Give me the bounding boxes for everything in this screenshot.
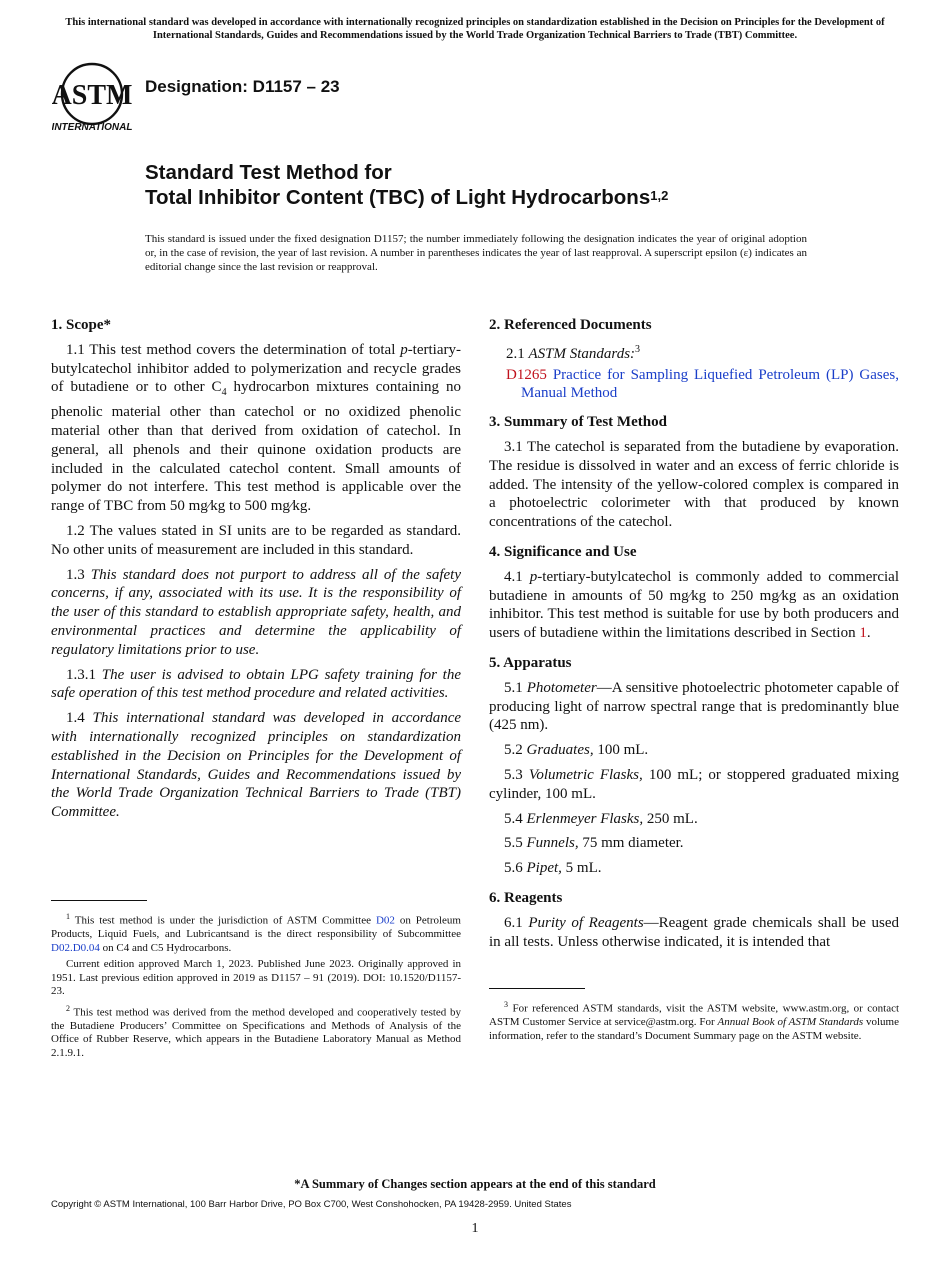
section-1-link[interactable]: 1: [859, 625, 867, 642]
summary-heading: 3. Summary of Test Method: [489, 414, 667, 431]
para-5-5: 5.5 Funnels, 75 mm diameter.: [504, 835, 684, 852]
document-title: [145, 160, 668, 210]
page-number: 1: [471, 1221, 479, 1236]
ref-code: D1265: [506, 366, 547, 383]
issued-note: This standard is issued under the fixed designation D1157; the number immediately following the designation indicates the year of original adoption or, in the case of revision, the year of last revision. A number in parentheses indicates the year of last reapproval. A superscript epsilon (ε) indicates an editorial change since the last revision or reapproval.: [145, 233, 807, 273]
para-3-1: 3.1 The catechol is separated from the butadiene by evaporation. The residue is dissolved in water and an excess of ferric chloride is added. The intensity of the yellow-colored complex is compared in a photoelectric colorimeter with that produced by known concentrations of the catechol.: [489, 438, 899, 531]
para-1-3-1: 1.3.1 The user is advised to obtain LPG safety training for the safe operation of this test method procedure and related activities.: [51, 666, 462, 702]
para-6-1: 6.1 Purity of Reagents—Reagent grade chemicals shall be used in all tests. Unless otherwise indicated, it is intended that: [489, 914, 899, 950]
left-column: [51, 316, 461, 828]
scope-heading: 1. Scope*: [51, 317, 111, 333]
logo-text: ASTM: [52, 80, 133, 111]
reagents-heading: 6. Reagents: [489, 889, 563, 906]
para-4-1: 4.1 p-tertiary-butylcatechol is commonly added to commercial butadiene in amounts of 50 mg⁄kg to 250 mg⁄kg as an oxidation inhibitor. This test method is suitable for use by both producers and users of butadiene within the limitations described in Section 1.: [489, 568, 900, 642]
para-2-1: 2.1 ASTM Standards:$^3$: [506, 343, 641, 362]
copyright: Copyright © ASTM International, 100 Barr Harbor Drive, PO Box C700, West Conshohocken, PA 19428-2959. United States: [51, 1199, 572, 1210]
astm-logo: [52, 54, 136, 132]
footnote-2: $^2$ This test method was derived from the method developed and cooperatively tested by the Butadiene Producers’ Committee on Specifications and Methods of Analysis of the Office of Rubber Reserve, which appears in the Butadiene Laboratory Manual as Method 2.1.9.1.: [51, 1003, 461, 1059]
summary-of-changes-note: *A Summary of Changes section appears at the end of this standard: [294, 1177, 656, 1191]
footnote-1: $^1$ This test method is under the jurisdiction of ASTM Committee D02 on Petroleum Products, Liquid Fuels, and Lubricantsand is the direct responsibility of Subcommittee D02.D0.04 on C4 and C5 Hydrocarbons.: [51, 912, 461, 954]
title-line-2: Total Inhibitor Content (TBC) of Light Hydrocarbons: [145, 186, 651, 209]
footnotes-left: [51, 910, 461, 1063]
standard-notice: This international standard was developed in accordance with internationally recognized principles on standardization established in the Decision on Principles for the Development of International Standards, Guides and Recommendations issued by the World Trade Organization Technical Barriers to Trade (TBT) Committee.: [65, 17, 885, 41]
para-1-4: 1.4 This international standard was developed in accordance with internationally recognized principles on standardization established in the Decision on Principles for the Development of International Standards, Guides and Recommendations issued by the World Trade Organization Technical Barriers to Trade (TBT) Committee.: [51, 710, 462, 821]
footnote-rule-left: [51, 900, 147, 901]
d02-link[interactable]: D02: [375, 914, 395, 927]
d02-d0-04-link[interactable]: D02.D0.04: [51, 941, 100, 954]
ref-title: Practice for Sampling Liquefied Petroleum (LP) Gases, Manual Method: [521, 366, 899, 402]
footnote-rule-right: [489, 988, 585, 989]
logo-subtext: INTERNATIONAL: [52, 122, 133, 132]
title-line-1: Standard Test Method for: [145, 161, 392, 184]
para-5-4: 5.4 Erlenmeyer Flasks, 250 mL.: [504, 810, 698, 827]
right-column: [489, 316, 899, 957]
apparatus-heading: 5. Apparatus: [489, 654, 572, 671]
para-1-1: 1.1 This test method covers the determination of total p-tertiary-butylcatechol inhibitor added to polymerization and recycle grades of butadiene or to other $C_4$ hydrocarbon mixtures containing no phenolic material other than catechol or no oxidized phenolic material other than that derived from oxidation of catechol. In general, all phenols and their quinone oxidation products are included in the calculated catechol content. Small amounts of polymer do not interfere. This test method is applicable over the range of TBC from 50 mg⁄kg to 500 mg⁄kg.: [51, 341, 461, 515]
footnote-approval: Current edition approved March 1, 2023. Published June 2023. Originally approved in 1951. Last previous edition approved in 2019 as D1157 – 91 (2019). DOI: 10.1520/D1157-23.: [51, 958, 461, 998]
designation: Designation: D1157 – 23: [145, 77, 340, 96]
para-5-1: 5.1 Photometer—A sensitive photoelectric photometer capable of producing light of narrow spectral range that is predominantly blue (425 nm).: [489, 679, 900, 734]
para-5-6: 5.6 Pipet, 5 mL.: [504, 860, 602, 877]
para-5-3: 5.3 Volumetric Flasks, 100 mL; or stoppered graduated mixing cylinder, 100 mL.: [489, 766, 900, 802]
title-superscript: 1,2: [650, 188, 669, 203]
para-1-2: 1.2 The values stated in SI units are to be regarded as standard. No other units of measurement are included in this standard.: [51, 522, 461, 558]
para-5-2: 5.2 Graduates, 100 mL.: [504, 742, 649, 759]
reference-d1265[interactable]: [506, 366, 899, 404]
referenced-heading: 2. Referenced Documents: [489, 317, 652, 333]
significance-heading: 4. Significance and Use: [489, 543, 637, 560]
para-1-3: 1.3 This standard does not purport to address all of the safety concerns, if any, associated with its use. It is the responsibility of the user of this standard to establish appropriate safety, health, and environmental practices and determine the applicability of regulatory limitations prior to use.: [51, 566, 461, 658]
footnote-3: $^3$ For referenced ASTM standards, visit the ASTM website, www.astm.org, or contact ASTM Customer Service at service@astm.org. For Annual Book of ASTM Standards volume information, refer to the standard’s Document Summary page on the ASTM website.: [489, 1000, 900, 1042]
